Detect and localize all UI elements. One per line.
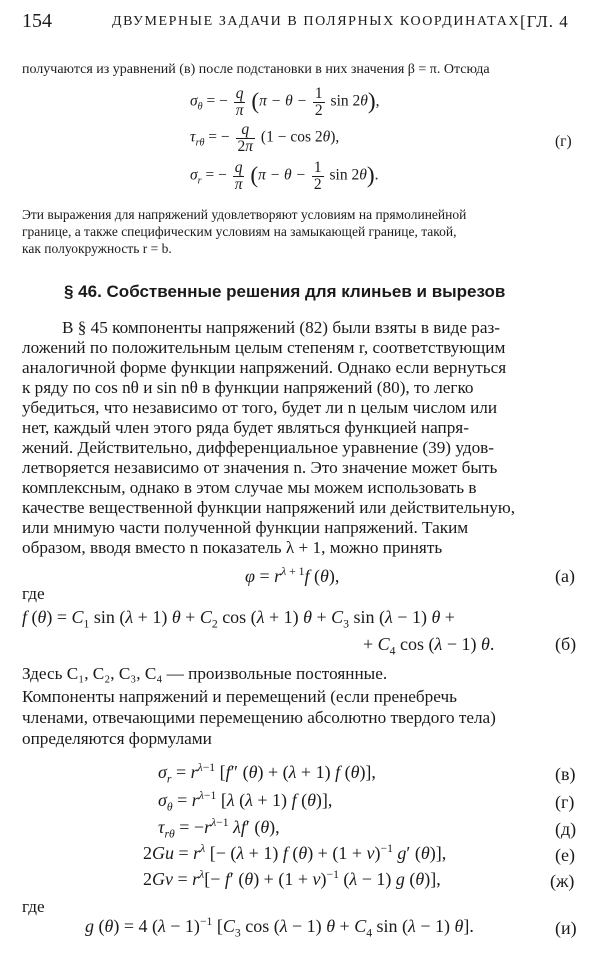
constants-line: Здесь C₁, C₂, C₃, C₄ — произвольные постоянные.: [22, 664, 388, 683]
equation-label-zh: (ж): [550, 871, 575, 891]
paragraph-2-line-2: членами, отвечающими перемещению абсолютно твердого тела): [22, 708, 496, 727]
equation-2gu: $2Gu = r^\lambda$ [− (λ + 1) f $(\theta) + (1 + \nu)^{-1}$ g′ (θ)],: [143, 842, 447, 863]
equation-f-theta-line-1: f $(\theta) = C_1$ sin (λ + 1) $\theta + C_2$ cos (λ + 1) $\theta + C_3$ sin (λ − 1) θ +: [22, 607, 455, 631]
equation-tau-rtheta: $\tau_{r\theta}$ = − $\frac{q}{2\pi}$ (1 − cos 2θ),: [190, 121, 340, 155]
equation-phi: $\varphi = r^{\lambda + 1}f$ (θ),: [245, 565, 340, 586]
paragraph-1-line-6: нет, каждый член этого ряда будет являться функцией напря-: [22, 418, 469, 437]
paragraph-1-line-5: убедиться, что независимо от того, будет ли n целым числом или: [22, 398, 498, 417]
page-number: 154: [22, 10, 52, 32]
equation-sigma-r: $\sigma_r$ = − $\frac{q}{\pi}$ (π − θ − $\frac{1}{2}$ sin 2θ).: [190, 159, 379, 193]
paragraph-2-line-1: Компоненты напряжений и перемещений (если пренебречь: [22, 687, 457, 706]
paragraph-2-line-3: определяются формулами: [22, 729, 212, 748]
intro-line: получаются из уравнений (в) после подстановки в них значения β = π. Отсюда: [22, 62, 490, 77]
paragraph-1-line-9: комплексным, однако в этом случае мы можем использовать в: [22, 478, 477, 497]
paragraph-1-line-7: жений. Действительно, дифференциальное уравнение (39) удов-: [22, 438, 495, 457]
equation-label-g-top: (г): [555, 133, 572, 150]
running-title: ДВУМЕРНЫЕ ЗАДАЧИ В ПОЛЯРНЫХ КООРДИНАТАХ: [112, 14, 521, 29]
chapter-marker: [ГЛ. 4: [520, 12, 569, 31]
equation-2gv: $2Gv = r^\lambda[- f'$ $(\theta) + (1 + \nu)^{-1}$ (λ − 1) g (θ)],: [143, 868, 441, 889]
paragraph-1-line-11: или мнимую части полученной функции напряжений. Таким: [22, 518, 469, 537]
remark-line-2: границе, а также специфическим условиям на замыкающей границе, такой,: [22, 224, 457, 239]
where-word-2: где: [22, 897, 45, 916]
where-word-1: где: [22, 584, 45, 603]
equation-tau-rtheta-general: $\tau_{r\theta} = -r^{\lambda-1}$ λf′ (θ),: [158, 816, 280, 841]
paragraph-1-line-1: В § 45 компоненты напряжений (82) были взяты в виде раз-: [62, 318, 500, 337]
paragraph-1-line-3: аналогичной форме функции напряжений. Однако если вернуться: [22, 358, 507, 377]
equation-label-i: (и): [555, 918, 577, 938]
equation-sigma-r-general: $\sigma_r = r^{\lambda-1}$ [f″ (θ) + (λ + 1) f (θ)],: [158, 761, 376, 786]
equation-label-b: (б): [555, 634, 577, 654]
remark-line-1: Эти выражения для напряжений удовлетворяют условиям на прямолинейной: [22, 207, 467, 222]
equation-f-theta-line-2: + $C_4$ cos (λ − 1) θ.: [363, 634, 495, 658]
equation-sigma-theta: $\sigma_\theta$ = − $\frac{q}{\pi}$ (π − θ − $\frac{1}{2}$ sin 2θ),: [190, 85, 380, 119]
paragraph-1-line-8: летворяется независимо от значения n. Это значение может быть: [22, 458, 498, 477]
equation-label-g: (г): [555, 792, 575, 812]
equation-label-d: (д): [555, 819, 577, 839]
paragraph-1-line-12: образом, вводя вместо n показатель λ + 1, можно принять: [22, 538, 443, 557]
equation-g-theta: g (θ) = 4 $(\lambda - 1)^{-1}$ [$C_3$ cos (λ − 1) $\theta + C_4$ sin (λ − 1) θ].: [85, 915, 474, 940]
remark-line-3: как полуокружность r = b.: [22, 241, 172, 256]
equation-label-a: (а): [555, 566, 575, 586]
equation-label-e: (е): [555, 845, 575, 865]
section-heading: § 46. Собственные решения для клиньев и вырезов: [64, 282, 506, 301]
paragraph-1-line-2: ложений по положительным целым степеням r, соответствующим: [22, 338, 506, 357]
paragraph-1-line-10: качестве вещественной функции напряжений или действительную,: [22, 498, 515, 517]
equation-sigma-theta-general: $\sigma_\theta = r^{\lambda-1}$ [λ (λ + 1) f (θ)],: [158, 789, 333, 814]
paragraph-1-line-4: к ряду по cos nθ и sin nθ в функции напряжений (80), то легко: [22, 378, 474, 397]
equation-label-v: (в): [555, 764, 576, 784]
